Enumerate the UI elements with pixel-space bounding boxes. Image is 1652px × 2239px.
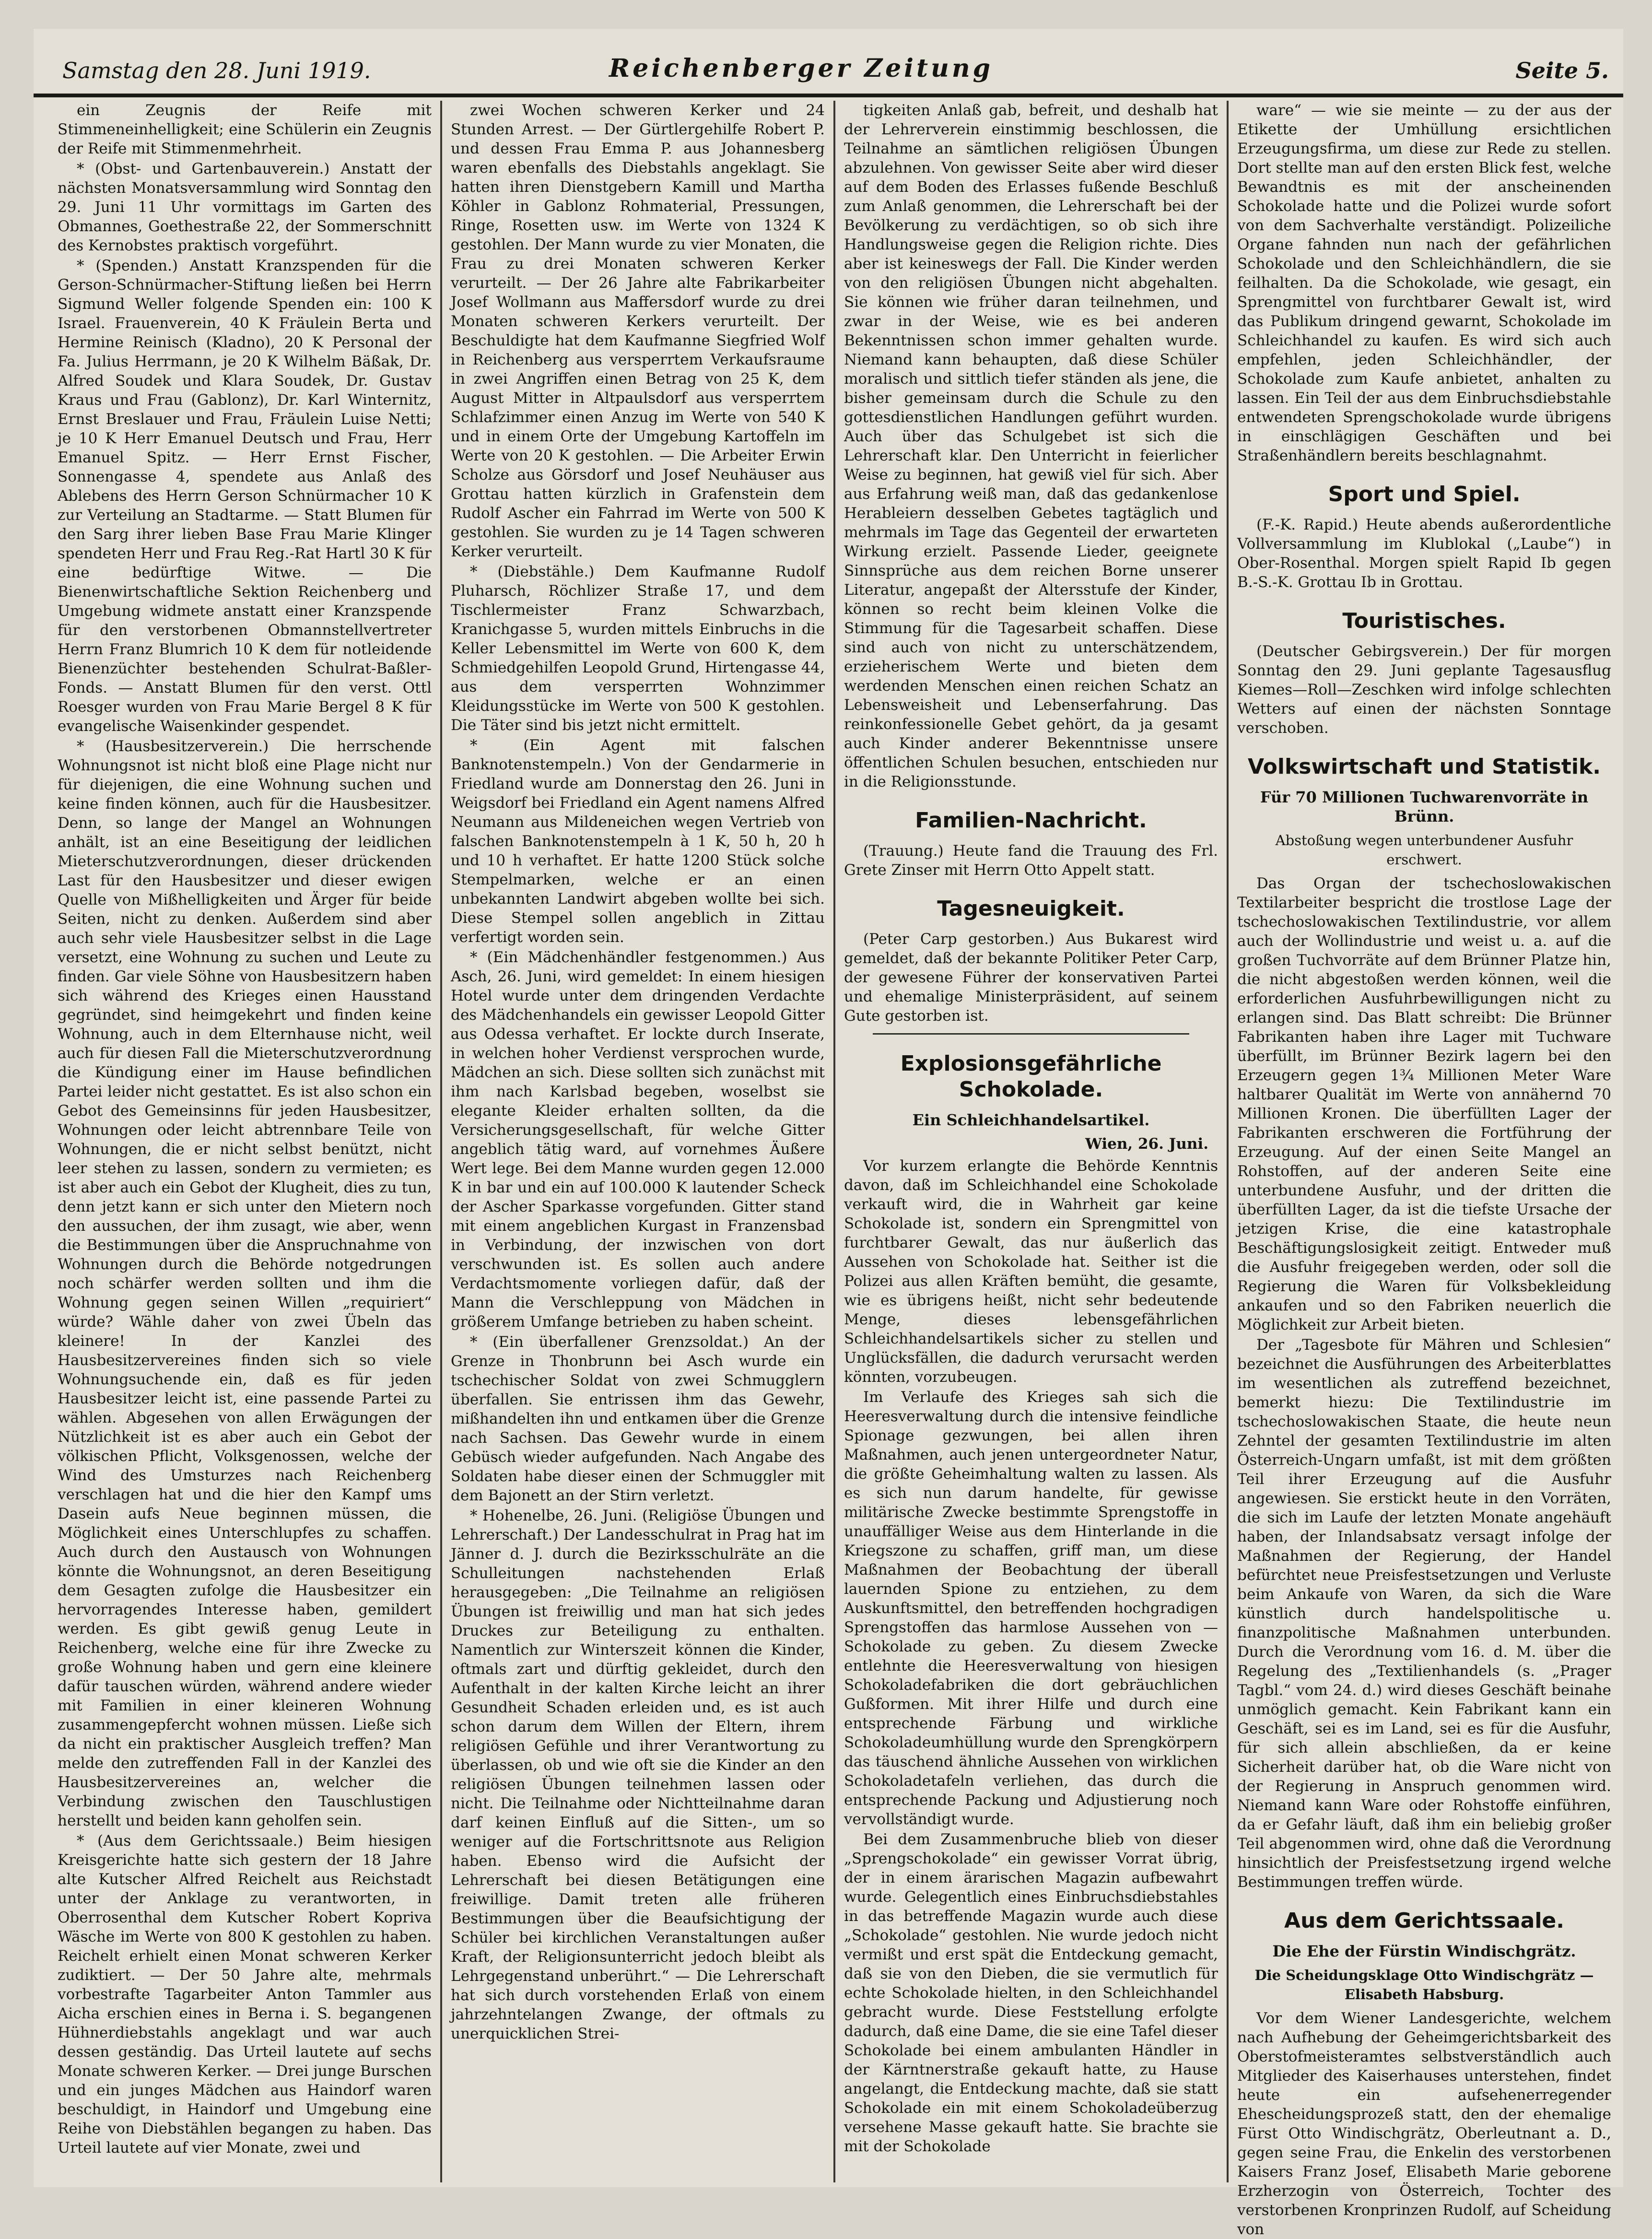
- article-subheadline: Für 70 Millionen Tuchwarenvorräte in Brünn.: [1260, 788, 1589, 825]
- paragraph: * (Ein überfallener Grenzsoldat.) An der Grenze in Thonbrunn bei Asch wurde ein tschechischer Soldat von zwei Schmugglern überfallen. Sie entrissen ihm das Gewehr, mißhandelten ihn und entkamen über die Grenze nach Sachsen. Das Gewehr wurde in einem Gebüsch wieder aufgefunden. Nach Angabe des Soldaten habe dieser einen der Schmuggler mit dem Bajonett an der Stirn verletzt.: [451, 1333, 825, 1504]
- paragraph: zwei Wochen schweren Kerker und 24 Stunden Arrest. — Der Gürtlergehilfe Robert P. und dessen Frau Emma P. aus Johannesberg waren ebenfalls des Diebstahls angeklagt. Sie hatten ihren Dienstgebern Kamill und Martha Köhler in Gablonz Rohmaterial, Pressungen, Ringe, Rosetten usw. im Werte von 1324 K gestohlen. Der Mann wurde zu vier Monaten, die Frau zu drei Monaten schweren Kerker verurteilt. — Der 26 Jahre alte Fabrikarbeiter Josef Wollmann aus Maffersdorf wurde zu drei Monaten schweren Kerkers verurteilt. Der Beschuldigte hat dem Kaufmanne Siegfried Wolf in Reichenberg aus versperrtem Verkaufsraume in zwei Angriffen einen Betrag von 25 K, dem August Mitter in Altpaulsdorf aus versperrtem Schlafzimmer einen Anzug im Werte von 540 K und in einem Orte der Umgebung Kartoffeln im Werte von 20 K gestohlen. — Die Arbeiter Erwin Scholze aus Görsdorf und Josef Neuhäuser aus Grottau hatten kürzlich in Grafenstein dem Rudolf Ascher ein Fahrrad im Werte von 500 K gestohlen. Sie wurden zu je 14 Tagen schweren Kerker verurteilt.: [451, 102, 825, 560]
- article-subheadline: Abstoßung wegen unterbundener Ausfuhr erschwert.: [1275, 832, 1573, 868]
- paragraph: * (Obst- und Gartenbauverein.) Anstatt der nächsten Monatsversammlung wird Sonntag den 29. Juni 11 Uhr vormittags im Garten des Obmannes, Goethestraße 22, der Sommerschnitt des Kernobstes praktisch vorgeführt.: [58, 160, 432, 254]
- paragraph: Bei dem Zusammenbruche blieb von dieser „Sprengschokolade“ ein gewisser Vorrat übrig, der in einem ärarischen Magazin aufbewahrt wurde. Gelegentlich eines Einbruchsdiebstahles in das betreffende Magazin wurde auch diese „Schokolade“ gestohlen. Nie wurde jedoch nicht vermißt und erst spät die Entdeckung gemacht, daß sie von den Dieben, die sie vermutlich für echte Schokolade hielten, in den Schleichhandel gebracht wurde. Diese Feststellung erfolgte dadurch, daß eine Dame, die sie eine Tafel dieser Schokolade bei einem ambulanten Händler in der Kärntnerstraße gekauft hatte, zu Hause angelangt, die Entdeckung machte, daß sie statt Schokolade ein mit einem Schokoladeüberzug versehene Masse gekauft hatte. Sie brachte sie mit der Schokolade: [844, 1831, 1218, 2155]
- masthead: Reichenberger Zeitung: [609, 54, 993, 83]
- paragraph: * (Ein Agent mit falschen Banknotenstempeln.) Von der Gendarmerie in Friedland wurde am Donnerstag den 26. Juni in Weigsdorf bei Friedland ein Agent namens Alfred Neumann aus Mildeneichen wegen Vertrieb von falschen Banknotenstempeln à 1 K, 50 h, 20 h und 10 h verhaftet. Er hatte 1200 Stück solche Stempelmarken, welche er an einen unbekannten Landwirt abgeben wollte bei sich. Diese Stempel sollen angeblich in Zittau verfertigt worden sein.: [451, 737, 825, 946]
- paragraph: * (Spenden.) Anstatt Kranzspenden für die Gerson-Schnürmacher-Stiftung ließen bei Herrn Sigmund Weller folgende Spenden ein: 100 K Israel. Frauenverein, 40 K Fräulein Berta und Hermine Reinisch (Kladno), 20 K Personal der Fa. Julius Herrmann, je 20 K Wilhelm Bäßak, Dr. Alfred Soudek und Klara Soudek, Dr. Gustav Kraus und Frau (Gablonz), Dr. Karl Winternitz, Ernst Breslauer und Frau, Fräulein Luise Netti; je 10 K Herr Emanuel Deutsch und Frau, Herr Emanuel Spitz. — Herr Ernst Fischer, Sonnengasse 4, spendete aus Anlaß des Ablebens des Herrn Gerson Schnürmacher 10 K zur Verteilung an Stadtarme. — Statt Blumen für den Sarg ihrer lieben Base Frau Marie Klinger spendeten Herr und Frau Reg.-Rat Hartl 30 K für eine bedürftige Witwe. — Die Bienenwirtschaftliche Sektion Reichenberg und Umgebung widmete anstatt einer Kranzspende für den verstorbenen Obmannstellvertreter Herrn Franz Blumrich 10 K dem für notleidende Bienenzüchter bestehenden Schulrat-Baßler-Fonds. — Anstatt Blumen für den verst. Ottl Roesger wurden von Frau Marie Bergel 8 K für evangelische Waisenkinder gespendet.: [58, 257, 432, 735]
- section-heading: Touristisches.: [1342, 609, 1506, 633]
- section-heading: Tagesneuigkeit.: [937, 896, 1125, 921]
- column-rule: [440, 101, 442, 2182]
- page-header: [34, 29, 1623, 97]
- paragraph: * (Hausbesitzerverein.) Die herrschende Wohnungsnot ist nicht bloß eine Plage nicht nur für diejenigen, die eine Wohnung suchen und keine finden können, auch für die Hausbesitzer. Denn, so lange der Mangel an Wohnungen anhält, ist an eine Beseitigung der leidlichen Mieterschutzverordnungen, dieser drückenden Last für den Hausbesitzer und dieser ewigen Quelle von Mißhelligkeiten und Ärger für beide Seiten, nicht zu denken. Außerdem sind aber auch sehr viele Hausbesitzer selbst in die Lage versetzt, eine Wohnung zu suchen und Leute zu finden. Gar viele Söhne von Hausbesitzern haben sich während des Krieges einen Hausstand gegründet, sind heimgekehrt und finden keine Wohnung, auch in dem Elternhause nicht, weil auch für diesen Fall die Mieterschutzverordnung die Kündigung einer im Hause befindlichen Partei leider nicht gestattet. Es ist also schon ein Gebot des Gemeinsinns für jeden Hausbesitzer, Wohnungen oder leicht abtrennbare Teile von Wohnungen, die er nicht selbst benützt, nicht leer stehen zu lassen, sondern zu vermieten; es ist aber auch ein Gebot der Klugheit, dies zu tun, denn jetzt kann er sich unter den Mietern noch den aussuchen, der ihm zusagt, wie aber, wenn die Bestimmungen über die Anspruchnahme von Wohnungen durch die Behörde notgedrungen noch schärfer werden sollten und ihm die Wohnung gegen seinen Willen „requiriert“ würde? Wähle daher von zwei Übeln das kleinere! In der Kanzlei des Hausbesitzervereines finden sich so viele Wohnungsuchende ein, daß es für jeden Hausbesitzer leicht ist, eine passende Partei zu wählen. Abgesehen von allen Erwägungen der Nützlichkeit ist es aber auch ein Gebot der völkischen Pflicht, Volksgenossen, welche der Wind des Umsturzes nach Reichenberg verschlagen hat und die hier den Kampf ums Dasein aufs Neue beginnen müssen, die Möglichkeit eines Unterschlupfes zu schaffen. Auch durch den Austausch von Wohnungen könnte die Wohnungsnot, an deren Beseitigung dem Gesagten zufolge die Hausbesitzer ein hervorragendes Interesse haben, gemildert werden. Es gibt gewiß genug Leute in Reichenberg, welche eine für ihre Zwecke zu große Wohnung haben und gern eine kleinere dafür tauschen würden, während andere wieder mit Familien in einer kleineren Wohnung zusammengepfercht wohnen müssen. Ließe sich da nicht ein praktischer Ausgleich treffen? Man melde den zutreffenden Fall in der Kanzlei des Hausbesitzervereines an, welcher die Verbindung zwischen den Tauschlustigen herstellt und beiden kann geholfen sein.: [58, 738, 432, 1829]
- article-headline: Explosionsgefährliche Schokolade.: [900, 1051, 1162, 1102]
- newspaper-page: [34, 29, 1623, 2238]
- paragraph: * Hohenelbe, 26. Juni. (Religiöse Übungen und Lehrerschaft.) Der Landesschulrat in Prag hat im Jänner d. J. durch die Bezirksschulräte an die Schulleitungen nachstehenden Erlaß herausgegeben: „Die Teilnahme an religiösen Übungen ist freiwillig und man hat sich jedes Druckes zur Beteiligung zu enthalten. Namentlich zur Winterszeit können die Kinder, oftmals zart und dürftig gekleidet, durch den Aufenthalt in der kalten Kirche leicht an ihrer Gesundheit Schaden erleiden und, es ist auch schon darum dem Willen der Eltern, ihrem religiösen Gefühle und ihrer Verantwortung zu überlassen, ob und wie oft sie die Kinder an den religiösen Übungen teilnehmen lassen oder nicht. Die Teilnahme oder Nichtteilnahme daran darf keinen Einfluß auf die Sitten-, um so weniger auf die Fortschrittsnote aus Religion haben. Ebenso wird die Aufsicht der Lehrerschaft bei diesen Betätigungen eine freiwillige. Damit treten alle früheren Bestimmungen über die Beaufsichtigung der Schüler bei kirchlichen Veranstaltungen außer Kraft, der Religionsunterricht jedoch bleibt als Lehrgegenstand unberührt.“ — Die Lehrerschaft hat sich durch vorstehenden Erlaß von einem jahrzehntelangen Zwange, der oftmals zu unerquicklichen Strei-: [451, 1507, 825, 2042]
- paragraph: Vor kurzem erlangte die Behörde Kenntnis davon, daß im Schleichhandel eine Schokolade verkauft wird, die in Wahrheit gar keine Schokolade ist, sondern ein Sprengmittel von furchtbarer Gewalt, das nur äußerlich das Aussehen von Schokolade hat. Seither ist die Polizei aus allen Kräften bemüht, die gesamte, wie es übrigens heißt, nicht sehr bedeutende Menge, dieses lebensgefährlichen Schleichhandelsartikels sicher zu stellen und Unglücksfällen, die dadurch verursacht werden könnten, vorzubeugen.: [844, 1157, 1218, 1386]
- paragraph: * (Diebstähle.) Dem Kaufmanne Rudolf Pluharsch, Röchlizer Straße 17, und dem Tischlermeister Franz Schwarzbach, Kranichgasse 5, wurden mittels Einbruchs in die Keller Lebensmittel im Werte von 600 K, dem Schmiedgehilfen Leopold Grund, Hirtengasse 44, aus dem versperrten Wohnzimmer Kleidungsstücke im Werte von 500 K gestohlen. Die Täter sind bis jetzt nicht ermittelt.: [451, 563, 825, 734]
- paragraph: Das Organ der tschechoslowakischen Textilarbeiter bespricht die trostlose Lage der tschechoslowakischen Textilindustrie, vor allem auch der Wollindustrie und weist u. a. auf die großen Tuchvorräte auf dem Brünner Platze hin, die nicht abgestoßen werden können, weil die erforderlichen Ausfuhrbewilligungen nicht zu erlangen sind. Das Blatt schreibt: Die Brünner Fabrikanten haben ihre Lager mit Tuchware überfüllt, im Brünner Bezirk lagern bei den Erzeugern gegen 1¾ Millionen Meter Ware haltbarer Qualität im Werte von annähernd 70 Millionen Kronen. Die überfüllten Lager der Fabrikanten erschweren die Fortführung der Erzeugung. Auf der einen Seite Mangel an Rohstoffen, auf der anderen Seite eine unterbundene Ausfuhr, und der dritten die überfüllten Lager, da ist die tiefste Ursache der jetzigen Krise, die eine katastrophale Beschäftigungslosigkeit zeitigt. Entweder muß die Ausfuhr freigegeben werden, oder soll die Regierung die Waren für Volksbekleidung ankaufen und so den Fabriken neuerlich die Möglichkeit zur Arbeit bieten.: [1237, 875, 1611, 1333]
- paragraph: (Deutscher Gebirgsverein.) Der für morgen Sonntag den 29. Juni geplante Tagesausflug Kiemes—Roll—Zeschken wird infolge schlechten Wetters auf einen der nächsten Sonntage verschoben.: [1237, 643, 1611, 737]
- paragraph: * (Aus dem Gerichtssaale.) Beim hiesigen Kreisgerichte hatte sich gestern der 18 Jahre alte Kutscher Alfred Reichelt aus Reichstadt unter der Anklage zu verantworten, in Oberrosenthal dem Kutscher Robert Kopriva Wäsche im Werte von 800 K gestohlen zu haben. Reichelt erhielt einen Monat schweren Kerker zudiktiert. — Der 50 Jahre alte, mehrmals vorbestrafte Tagarbeiter Anton Tammler aus Aicha erschien eines in Berna i. S. begangenen Hühnerdiebstahls angeklagt und war auch dessen geständig. Das Urteil lautete auf sechs Monate schweren Kerker. — Drei junge Burschen und ein junges Mädchen aus Haindorf waren beschuldigt, in Haindorf und Umgebung eine Reihe von Diebstählen begangen zu haben. Das Urteil lautete auf vier Monate, zwei und: [58, 1832, 432, 2157]
- paragraph: Vor dem Wiener Landesgerichte, welchem nach Aufhebung der Geheimgerichtsbarkeit des Oberstofmeisteramtes selbstverständlich auch Mitglieder des Kaiserhauses unterstehen, findet heute ein aufsehenerregender Ehescheidungsprozeß statt, den der ehemalige Fürst Otto Windischgrätz, Oberleutnant a. D., gegen seine Frau, die Enkelin des verstorbenen Kaisers Franz Josef, Elisabeth Marie geborene Erzherzogin von Österreich, Tochter des verstorbenen Kronprinzen Rudolf, auf Scheidung von: [1237, 2010, 1611, 2238]
- column-1: [58, 101, 432, 2182]
- section-heading: Volkswirtschaft und Statistik.: [1248, 754, 1601, 779]
- columns: [34, 101, 1623, 2238]
- paragraph: tigkeiten Anlaß gab, befreit, und deshalb hat der Lehrerverein einstimmig beschlossen, die Teilnahme an sämtlichen religiösen Übungen abzulehnen. Von gewisser Seite aber wird dieser auf dem Boden des Erlasses fußende Beschluß zum Anlaß genommen, die Lehrerschaft bei der Bevölkerung zu verdächtigen, so ob sich ihre Handlungsweise gegen die Religion richte. Dies aber ist keineswegs der Fall. Die Kinder werden von den religiösen Übungen nicht abgehalten. Sie können wie früher daran teilnehmen, und zwar in der Weise, wie es bei anderen Bekenntnissen schon immer gehalten wurde. Niemand kann behaupten, daß diese Schüler moralisch und sittlich tiefer ständen als jene, die bisher gemeinsam durch die Schule zu den gottesdienstlichen Handlungen geführt wurden. Auch über das Schulgebet ist sich die Lehrerschaft klar. Den Unterricht in feierlicher Weise zu beginnen, hat gewiß viel für sich. Aber aus Erfahrung weiß man, daß das gedankenlose Herableiern desselben Gebetes tagtäglich und mehrmals im Tage das Gegenteil der erwarteten Wirkung erzielt. Passende Lieder, geeignete Sinnsprüche aus dem reichen Borne unserer Literatur, angepaßt der Altersstufe der Kinder, können so recht beim kleinen Volke die Stimmung für die Tagesarbeit schaffen. Diese sind auch von nicht zu unterschätzendem, erzieherischem Werte und bieten dem werdenden Menschen einen reichen Schatz an Lebensweisheit und Lebenserfahrung. Das reinkonfessionelle Gebet gehört, da ja gesamt auch Kinder anderer Bekenntnisse unsere öffentlichen Schulen besuchen, entschieden nur in die Religionsstunde.: [844, 102, 1218, 790]
- paragraph: * (Ein Mädchenhändler festgenommen.) Aus Asch, 26. Juni, wird gemeldet: In einem hiesigen Hotel wurde unter dem dringenden Verdachte des Mädchenhandels ein gewisser Leopold Gitter aus Odessa verhaftet. Er lockte durch Inserate, in welchen hoher Verdienst versprochen wurde, Mädchen an sich. Diese sollten sich zunächst mit ihm nach Karlsbad begeben, woselbst sie elegante Kleider erhalten sollten, da die Versicherungsgesellschaft, für welche Gitter angeblich tätig ward, auf vornehmes Äußere Wert lege. Bei dem Manne wurden gegen 12.000 K in bar und ein auf 100.000 K lautender Scheck der Ascher Sparkasse vorgefunden. Gitter stand mit einem angeblichen Kurgast in Franzensbad in Verbindung, der inzwischen von dort verschwunden ist. Es sollen auch andere Verdachtsmomente vorliegen dafür, daß der Mann die Verschleppung von Mädchen in größerem Umfange betrieben zu haben scheint.: [451, 949, 825, 1331]
- column-4: [1237, 101, 1611, 2238]
- article-subheadline: Die Ehe der Fürstin Windischgrätz.: [1272, 1942, 1576, 1960]
- column-rule: [833, 101, 835, 2182]
- article-subheadline: Ein Schleichhandelsartikel.: [912, 1111, 1150, 1129]
- section-heading: Aus dem Gerichtssaale.: [1284, 1909, 1564, 1933]
- section-heading: Familien-Nachricht.: [915, 808, 1147, 833]
- paragraph: Im Verlaufe des Krieges sah sich die Heeresverwaltung durch die intensive feindliche Spionage gezwungen, bei allen ihren Maßnahmen, auch jenen untergeordneter Natur, die größte Geheimhaltung walten zu lassen. Als es sich nun darum handelte, für gewisse militärische Zwecke bestimmte Sprengstoffe in unauffälliger Weise aus dem Hinterlande in die Kriegszone zu schaffen, griff man, um diese Maßnahmen der Beobachtung der überall lauernden Spione zu entziehen, zu dem Auskunftsmittel, den betreffenden hochgradigen Sprengstoffen das harmlose Aussehen von — Schokolade zu geben. Zu diesem Zwecke entlehnte die Heeresverwaltung von hiesigen Schokoladefabriken die dort gebräuchlichen Gußformen. Mit ihrer Hilfe und durch eine entsprechende Färbung und wirkliche Schokoladeumhüllung wurde den Sprengkörpern das täuschend ähnliche Aussehen von wirklichen Schokoladetafeln verliehen, das durch die entsprechende Packung und Adjustierung noch vervollständigt wurde.: [844, 1389, 1218, 1828]
- issue-date: Samstag den 28. Juni 1919.: [62, 58, 371, 83]
- page-number: Seite 5.: [1515, 58, 1609, 83]
- article-subheadline: Die Scheidungsklage Otto Windischgrätz — Elisabeth Habsburg.: [1254, 1967, 1594, 2003]
- paragraph: ware“ — wie sie meinte — zu der aus der Etikette der Umhüllung ersichtlichen Erzeugungsfirma, um diese zur Rede zu stellen. Dort stellte man auf den ersten Blick fest, welche Bewandtnis es mit der anscheinenden Schokolade hatte und die Polizei wurde sofort von dem Sachverhalte verständigt. Polizeiliche Organe fahnden nun nach der gefährlichen Schokolade und den Schleichhändlern, die sie feilhalten. Da die Schokolade, wie gesagt, ein Sprengmittel von furchtbarer Gewalt ist, wird das Publikum dringend gewarnt, Schokolade im Schleichhandel zu kaufen. Es wird sich auch empfehlen, jeden Schleichhändler, der Schokolade zum Kaufe anbietet, anhalten zu lassen. Ein Teil der aus dem Einbruchsdiebstahle entwendeten Sprengschokolade wurde übrigens in einschlägigen Geschäften und bei Straßenhändlern bereits beschlagnahmt.: [1237, 102, 1611, 464]
- paragraph: ein Zeugnis der Reife mit Stimmeneinhelligkeit; eine Schülerin ein Zeugnis der Reife mit Stimmenmehrheit.: [58, 102, 432, 157]
- column-3: [844, 101, 1218, 2182]
- section-heading: Sport und Spiel.: [1328, 482, 1521, 507]
- divider: [873, 1033, 1189, 1035]
- column-rule: [1227, 101, 1229, 2182]
- paragraph: Der „Tagesbote für Mähren und Schlesien“ bezeichnet die Ausführungen des Arbeiterblattes im wesentlichen als zutreffend bezeichnet, bemerkt hiezu: Die Textilindustrie im tschechoslowakischen Staate, die heute neun Zehntel der gesamten Textilindustrie im alten Österreich-Ungarn umfaßt, ist mit dem größten Teil ihrer Erzeugung auf die Ausfuhr angewiesen. Sie erstickt heute in den Vorräten, die sich im Laufe der letzten Monate angehäuft haben, der Inlandsabsatz versagt infolge der Maßnahmen der Regierung, der Handel befürchtet neue Preisfestsetzungen und Verluste beim Ankaufe von Waren, da sich die Ware künstlich durch handelspolitische u. finanzpolitische Maßnahmen unterbunden. Durch die Verordnung vom 16. d. M. über die Regelung des „Textilienhandels (s. „Prager Tagbl.“ vom 24. d.) wird dieses Geschäft beinahe unmöglich gemacht. Kein Fabrikant kann ein Geschäft, sei es im Land, sei es für die Ausfuhr, für sich allein abschließen, da er keine Sicherheit darüber hat, ob die Ware nicht von der Regierung in Anspruch genommen wird. Niemand kann Ware oder Rohstoffe einführen, da er Gefahr läuft, daß ihm ein beliebig großer Teil abgenommen wird, ohne daß die Verordnung hinsichtlich der Preisfestsetzung irgend welche Bestimmungen treffen würde.: [1237, 1336, 1611, 1891]
- paragraph: (F.-K. Rapid.) Heute abends außerordentliche Vollversammlung im Klublokal („Laube“) in Ober-Rosenthal. Morgen spielt Rapid Ib gegen B.-S.-K. Grottau Ib in Grottau.: [1237, 516, 1611, 591]
- paragraph: (Trauung.) Heute fand die Trauung des Frl. Grete Zinser mit Herrn Otto Appelt statt.: [844, 842, 1218, 879]
- paragraph: (Peter Carp gestorben.) Aus Bukarest wird gemeldet, daß der bekannte Politiker Peter Carp, der gewesene Führer der konservativen Partei und ehemalige Ministerpräsident, auf seinem Gute gestorben ist.: [844, 931, 1218, 1025]
- column-2: [451, 101, 825, 2182]
- dateline: Wien, 26. Juni.: [1085, 1135, 1208, 1153]
